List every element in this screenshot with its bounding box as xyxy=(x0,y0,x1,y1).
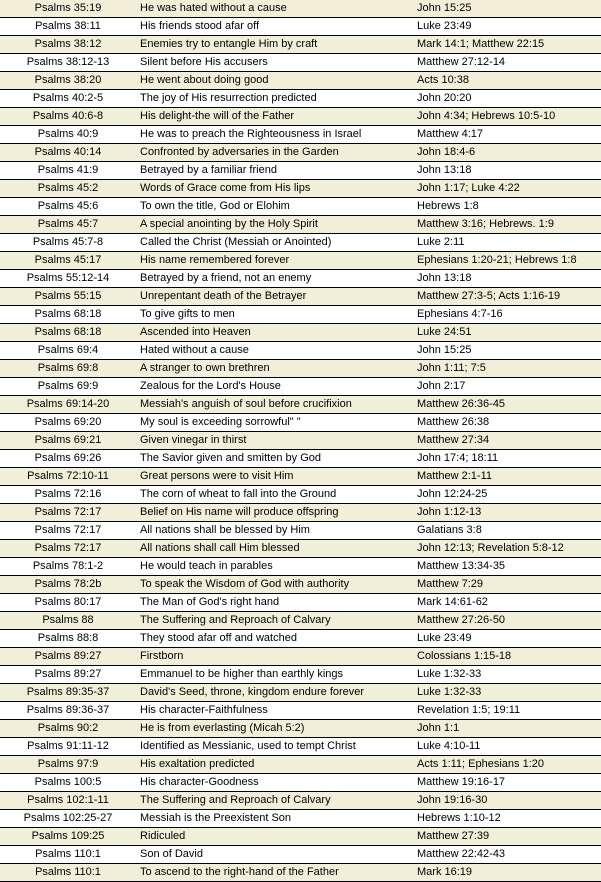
table-row xyxy=(0,612,601,630)
psalm-reference: Psalms 88 xyxy=(0,612,136,630)
psalm-reference: Psalms 88:8 xyxy=(0,630,136,648)
fulfillment-reference: Acts 1:11; Ephesians 1:20 xyxy=(414,756,601,774)
prophecy-description: To speak the Wisdom of God with authority xyxy=(136,576,414,594)
table-row xyxy=(0,558,601,576)
psalm-reference: Psalms 110:1 xyxy=(0,846,136,864)
psalm-reference: Psalms 89:27 xyxy=(0,648,136,666)
prophecy-description: Zealous for the Lord's House xyxy=(136,378,414,396)
psalm-reference: Psalms 78:1-2 xyxy=(0,558,136,576)
psalm-reference: Psalms 69:4 xyxy=(0,342,136,360)
fulfillment-reference: Luke 1:32-33 xyxy=(414,666,601,684)
table-row xyxy=(0,594,601,612)
psalm-reference: Psalms 110:1 xyxy=(0,864,136,882)
prophecy-description: Great persons were to visit Him xyxy=(136,468,414,486)
table-row xyxy=(0,792,601,810)
prophecy-description: My soul is exceeding sorrowful" " xyxy=(136,414,414,432)
prophecy-description: The Suffering and Reproach of Calvary xyxy=(136,612,414,630)
table-row xyxy=(0,342,601,360)
psalm-reference: Psalms 90:2 xyxy=(0,720,136,738)
psalm-reference: Psalms 40:2-5 xyxy=(0,90,136,108)
fulfillment-reference: John 18:4-6 xyxy=(414,144,601,162)
fulfillment-reference: Mark 14:1; Matthew 22:15 xyxy=(414,36,601,54)
table-row xyxy=(0,414,601,432)
table-row xyxy=(0,306,601,324)
fulfillment-reference: Matthew 4:17 xyxy=(414,126,601,144)
prophecy-description: Ascended into Heaven xyxy=(136,324,414,342)
table-row xyxy=(0,468,601,486)
fulfillment-reference: Mark 16:19 xyxy=(414,864,601,882)
table-row xyxy=(0,828,601,846)
fulfillment-reference: Luke 2:11 xyxy=(414,234,601,252)
table-row xyxy=(0,270,601,288)
psalm-reference: Psalms 69:14-20 xyxy=(0,396,136,414)
prophecy-description: Confronted by adversaries in the Garden xyxy=(136,144,414,162)
table-row xyxy=(0,252,601,270)
fulfillment-reference: Matthew 2:1-11 xyxy=(414,468,601,486)
table-row xyxy=(0,576,601,594)
prophecy-description: He was hated without a cause xyxy=(136,0,414,18)
psalm-reference: Psalms 40:14 xyxy=(0,144,136,162)
fulfillment-reference: John 17:4; 18:11 xyxy=(414,450,601,468)
table-row xyxy=(0,36,601,54)
psalm-reference: Psalms 89:35-37 xyxy=(0,684,136,702)
prophecy-description: He went about doing good xyxy=(136,72,414,90)
fulfillment-reference: Mark 14:61-62 xyxy=(414,594,601,612)
psalm-reference: Psalms 55:15 xyxy=(0,288,136,306)
psalm-reference: Psalms 97:9 xyxy=(0,756,136,774)
prophecy-description: Messiah is the Preexistent Son xyxy=(136,810,414,828)
fulfillment-reference: Matthew 27:34 xyxy=(414,432,601,450)
prophecy-description: Betrayed by a friend, not an enemy xyxy=(136,270,414,288)
prophecy-description: To give gifts to men xyxy=(136,306,414,324)
prophecy-description: Ridiculed xyxy=(136,828,414,846)
prophecy-description: To own the title, God or Elohim xyxy=(136,198,414,216)
table-row xyxy=(0,378,601,396)
fulfillment-reference: John 15:25 xyxy=(414,0,601,18)
prophecy-description: His exaltation predicted xyxy=(136,756,414,774)
table-row xyxy=(0,90,601,108)
fulfillment-reference: John 1:11; 7:5 xyxy=(414,360,601,378)
prophecy-description: Identified as Messianic, used to tempt Christ xyxy=(136,738,414,756)
psalm-reference: Psalms 35:19 xyxy=(0,0,136,18)
psalm-reference: Psalms 69:26 xyxy=(0,450,136,468)
prophecy-description: The Savior given and smitten by God xyxy=(136,450,414,468)
psalm-reference: Psalms 72:17 xyxy=(0,540,136,558)
table-row xyxy=(0,666,601,684)
prophecy-description: Hated without a cause xyxy=(136,342,414,360)
psalm-reference: Psalms 69:20 xyxy=(0,414,136,432)
fulfillment-reference: John 13:18 xyxy=(414,270,601,288)
fulfillment-reference: Matthew 27:39 xyxy=(414,828,601,846)
fulfillment-reference: John 19:16-30 xyxy=(414,792,601,810)
prophecy-description: Enemies try to entangle Him by craft xyxy=(136,36,414,54)
table-row xyxy=(0,846,601,864)
psalm-reference: Psalms 45:7-8 xyxy=(0,234,136,252)
psalm-reference: Psalms 38:12 xyxy=(0,36,136,54)
prophecy-description: The Man of God's right hand xyxy=(136,594,414,612)
table-row xyxy=(0,630,601,648)
psalm-reference: Psalms 80:17 xyxy=(0,594,136,612)
fulfillment-reference: Luke 1:32-33 xyxy=(414,684,601,702)
psalm-reference: Psalms 102:25-27 xyxy=(0,810,136,828)
fulfillment-reference: John 1:1 xyxy=(414,720,601,738)
table-row xyxy=(0,72,601,90)
prophecy-description: Unrepentant death of the Betrayer xyxy=(136,288,414,306)
prophecy-description: The Suffering and Reproach of Calvary xyxy=(136,792,414,810)
table-row xyxy=(0,396,601,414)
prophecy-description: The joy of His resurrection predicted xyxy=(136,90,414,108)
table-row xyxy=(0,450,601,468)
table-row xyxy=(0,288,601,306)
prophecy-description: Belief on His name will produce offspring xyxy=(136,504,414,522)
fulfillment-reference: Revelation 1:5; 19:11 xyxy=(414,702,601,720)
fulfillment-reference: Matthew 27:12-14 xyxy=(414,54,601,72)
table-row xyxy=(0,432,601,450)
psalm-reference: Psalms 78:2b xyxy=(0,576,136,594)
table-row xyxy=(0,18,601,36)
table-row xyxy=(0,126,601,144)
psalm-reference: Psalms 69:21 xyxy=(0,432,136,450)
fulfillment-reference: Luke 4:10-11 xyxy=(414,738,601,756)
psalm-reference: Psalms 45:17 xyxy=(0,252,136,270)
psalm-reference: Psalms 68:18 xyxy=(0,324,136,342)
prophecy-description: His delight-the will of the Father xyxy=(136,108,414,126)
prophecy-description: Messiah's anguish of soul before crucifixion xyxy=(136,396,414,414)
fulfillment-reference: Matthew 19:16-17 xyxy=(414,774,601,792)
prophecy-description: Given vinegar in thirst xyxy=(136,432,414,450)
fulfillment-reference: Matthew 27:26-50 xyxy=(414,612,601,630)
fulfillment-reference: Matthew 7:29 xyxy=(414,576,601,594)
psalm-reference: Psalms 38:20 xyxy=(0,72,136,90)
fulfillment-reference: Acts 10:38 xyxy=(414,72,601,90)
psalm-reference: Psalms 38:11 xyxy=(0,18,136,36)
fulfillment-reference: Colossians 1:15-18 xyxy=(414,648,601,666)
prophecy-description: He is from everlasting (Micah 5:2) xyxy=(136,720,414,738)
prophecy-description: All nations shall call Him blessed xyxy=(136,540,414,558)
table-row xyxy=(0,54,601,72)
psalm-reference: Psalms 69:8 xyxy=(0,360,136,378)
prophecy-description: Betrayed by a familiar friend xyxy=(136,162,414,180)
fulfillment-reference: Galatians 3:8 xyxy=(414,522,601,540)
psalm-reference: Psalms 89:36-37 xyxy=(0,702,136,720)
psalm-reference: Psalms 72:16 xyxy=(0,486,136,504)
fulfillment-reference: Luke 24:51 xyxy=(414,324,601,342)
fulfillment-reference: Matthew 3:16; Hebrews. 1:9 xyxy=(414,216,601,234)
table-row xyxy=(0,738,601,756)
prophecy-description: His character-Faithfulness xyxy=(136,702,414,720)
table-row xyxy=(0,486,601,504)
psalm-reference: Psalms 45:2 xyxy=(0,180,136,198)
table-row xyxy=(0,522,601,540)
table-row xyxy=(0,324,601,342)
prophecy-description: He would teach in parables xyxy=(136,558,414,576)
psalm-reference: Psalms 72:17 xyxy=(0,504,136,522)
prophecy-description: Called the Christ (Messiah or Anointed) xyxy=(136,234,414,252)
prophecy-description: Words of Grace come from His lips xyxy=(136,180,414,198)
fulfillment-reference: John 12:24-25 xyxy=(414,486,601,504)
prophecy-description: To ascend to the right-hand of the Father xyxy=(136,864,414,882)
table-row xyxy=(0,0,601,18)
prophecy-description: Silent before His accusers xyxy=(136,54,414,72)
table-row xyxy=(0,108,601,126)
table-row xyxy=(0,216,601,234)
table-row xyxy=(0,234,601,252)
fulfillment-reference: Hebrews 1:10-12 xyxy=(414,810,601,828)
prophecy-description: Firstborn xyxy=(136,648,414,666)
psalm-reference: Psalms 41:9 xyxy=(0,162,136,180)
prophecy-description: A stranger to own brethren xyxy=(136,360,414,378)
table-row xyxy=(0,720,601,738)
psalm-reference: Psalms 45:6 xyxy=(0,198,136,216)
fulfillment-reference: John 4:34; Hebrews 10:5-10 xyxy=(414,108,601,126)
fulfillment-reference: John 1:17; Luke 4:22 xyxy=(414,180,601,198)
table-row xyxy=(0,360,601,378)
table-row xyxy=(0,774,601,792)
table-row xyxy=(0,180,601,198)
psalm-reference: Psalms 72:17 xyxy=(0,522,136,540)
prophecy-description: A special anointing by the Holy Spirit xyxy=(136,216,414,234)
prophecy-description: Emmanuel to be higher than earthly kings xyxy=(136,666,414,684)
fulfillment-reference: Hebrews 1:8 xyxy=(414,198,601,216)
psalm-reference: Psalms 40:6-8 xyxy=(0,108,136,126)
table-row xyxy=(0,540,601,558)
prophecy-description: David's Seed, throne, kingdom endure forever xyxy=(136,684,414,702)
table-row xyxy=(0,162,601,180)
fulfillment-reference: John 15:25 xyxy=(414,342,601,360)
psalm-reference: Psalms 69:9 xyxy=(0,378,136,396)
fulfillment-reference: John 12:13; Revelation 5:8-12 xyxy=(414,540,601,558)
prophecy-description: They stood afar off and watched xyxy=(136,630,414,648)
fulfillment-reference: John 20:20 xyxy=(414,90,601,108)
table-row xyxy=(0,810,601,828)
prophecy-description: The corn of wheat to fall into the Ground xyxy=(136,486,414,504)
fulfillment-reference: Matthew 27:3-5; Acts 1:16-19 xyxy=(414,288,601,306)
table-row xyxy=(0,198,601,216)
table-row xyxy=(0,702,601,720)
fulfillment-reference: John 1:12-13 xyxy=(414,504,601,522)
psalm-reference: Psalms 40:9 xyxy=(0,126,136,144)
fulfillment-reference: Matthew 13:34-35 xyxy=(414,558,601,576)
table-row xyxy=(0,756,601,774)
fulfillment-reference: Luke 23:49 xyxy=(414,18,601,36)
prophecy-description: His character-Goodness xyxy=(136,774,414,792)
psalm-reference: Psalms 100:5 xyxy=(0,774,136,792)
table-row xyxy=(0,504,601,522)
psalm-reference: Psalms 91:11-12 xyxy=(0,738,136,756)
psalm-reference: Psalms 89:27 xyxy=(0,666,136,684)
fulfillment-reference: Matthew 22:42-43 xyxy=(414,846,601,864)
psalm-reference: Psalms 55:12-14 xyxy=(0,270,136,288)
psalm-reference: Psalms 109:25 xyxy=(0,828,136,846)
psalm-reference: Psalms 72:10-11 xyxy=(0,468,136,486)
fulfillment-reference: Luke 23:49 xyxy=(414,630,601,648)
prophecy-description: His name remembered forever xyxy=(136,252,414,270)
fulfillment-reference: John 13:18 xyxy=(414,162,601,180)
prophecy-description: His friends stood afar off xyxy=(136,18,414,36)
table-row xyxy=(0,684,601,702)
fulfillment-reference: John 2:17 xyxy=(414,378,601,396)
table-row xyxy=(0,864,601,882)
table-row xyxy=(0,144,601,162)
psalm-reference: Psalms 68:18 xyxy=(0,306,136,324)
psalm-reference: Psalms 102:1-11 xyxy=(0,792,136,810)
fulfillment-reference: Matthew 26:38 xyxy=(414,414,601,432)
fulfillment-reference: Matthew 26:36-45 xyxy=(414,396,601,414)
psalm-reference: Psalms 45:7 xyxy=(0,216,136,234)
prophecy-description: He was to preach the Righteousness in Israel xyxy=(136,126,414,144)
table-row xyxy=(0,648,601,666)
fulfillment-reference: Ephesians 4:7-16 xyxy=(414,306,601,324)
prophecy-description: Son of David xyxy=(136,846,414,864)
prophecy-description: All nations shall be blessed by Him xyxy=(136,522,414,540)
fulfillment-reference: Ephesians 1:20-21; Hebrews 1:8 xyxy=(414,252,601,270)
psalm-reference: Psalms 38:12-13 xyxy=(0,54,136,72)
